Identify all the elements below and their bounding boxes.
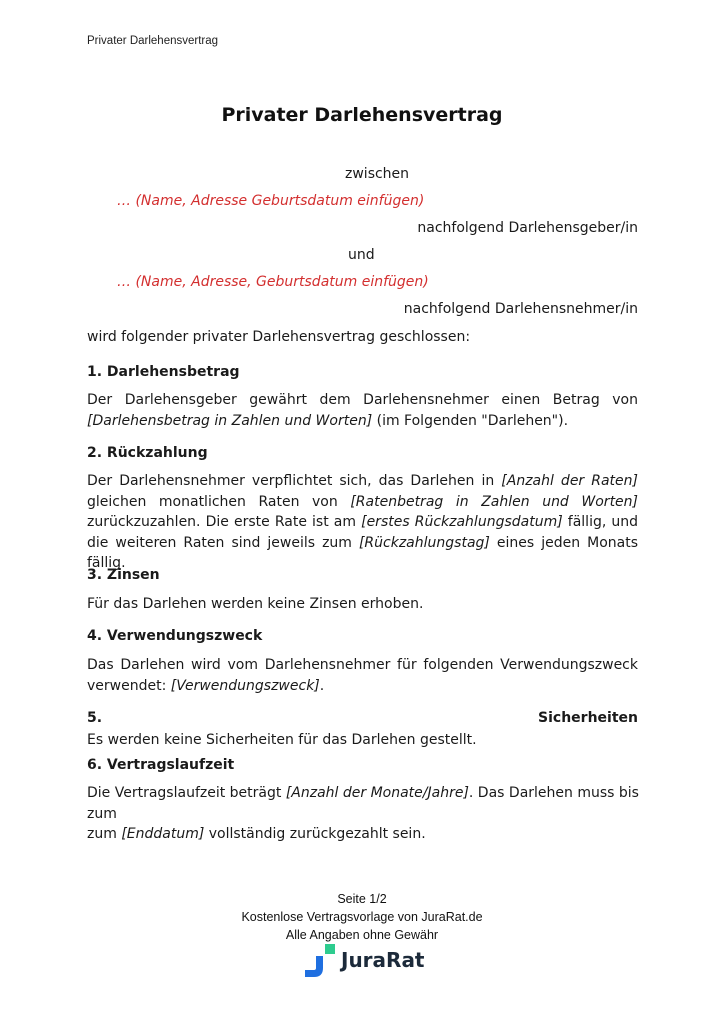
placeholder-installments: [Anzahl der Raten] [501,473,638,489]
placeholder-end-date: [Enddatum] [121,826,205,843]
footer-source: Kostenlose Vertragsvorlage von JuraRat.de [241,910,483,924]
section-4-text: Das Darlehen wird vom Darlehensnehmer für folgenden Verwendungszweck verwendet: [Verwendungszweck]. [87,657,638,694]
placeholder-first-date: [erstes Rückzahlungsdatum] [361,514,563,531]
section-4-heading: 4. Verwendungszweck [87,628,263,644]
jurarat-logo [303,944,433,980]
page-number: Seite 1/2 [337,892,387,906]
placeholder-purpose: [Verwendungszweck] [170,677,320,694]
section-1-text: Der Darlehensgeber gewährt dem Darlehensnehmer einen Betrag von [Darlehensbetrag in Zahlen und Worten] (im Folgenden "Darlehen"). [87,392,638,429]
placeholder-rate-amount: [Ratenbetrag in Zahlen und Worten] [350,493,638,510]
intro-text: wird folgender privater Darlehensvertrag geschlossen: [87,329,471,345]
section-5-number: 5. [87,710,103,726]
section-5-text: Es werden keine Sicherheiten für das Darlehen gestellt. [87,732,477,748]
jurarat-logo-icon [303,944,339,980]
section-6-heading: 6. Vertragslaufzeit [87,757,235,773]
placeholder-amount: [Darlehensbetrag in Zahlen und Worten] [87,412,373,429]
section-2-text: Der Darlehensnehmer verpflichtet sich, das Darlehen in [Anzahl der Raten] gleichen monatlichen Raten von [Ratenbetrag in Zahlen und Worten] zurückzuzahlen. Die erste Rate ist am [erstes Rückzahlungsdatum] fällig, und die weiteren Raten sind jeweils zum [Rückzahlungstag] eines jeden Monats fällig. [87,473,639,572]
running-header: Privater Darlehensvertrag [87,35,219,47]
section-3-text: Für das Darlehen werden keine Zinsen erhoben. [87,596,424,612]
party1-role: nachfolgend Darlehensgeber/in [417,220,638,236]
document-title: Privater Darlehensvertrag [221,104,503,126]
party1-placeholder: … (Name, Adresse Geburtsdatum einfügen) [117,193,425,209]
placeholder-payment-day: [Rückzahlungstag] [358,534,490,551]
section-1-heading: 1. Darlehensbetrag [87,364,240,380]
section-2-heading: 2. Rückzahlung [87,445,208,461]
section-5-heading: Sicherheiten [538,710,638,726]
footer-disclaimer: Alle Angaben ohne Gewähr [285,928,439,942]
between-label: zwischen [345,166,410,182]
section-3-heading: 3. Zinsen [87,567,160,583]
placeholder-duration: [Anzahl der Monate/Jahre] [285,785,469,801]
party2-role: nachfolgend Darlehensnehmer/in [403,301,638,317]
jurarat-logo-text: JuraRat [341,948,425,972]
section-6-text: Die Vertragslaufzeit beträgt [Anzahl der Monate/Jahre]. Das Darlehen muss bis zum zum [Enddatum] vollständig zurückgezahlt sein. [87,785,639,843]
party2-placeholder: … (Name, Adresse, Geburtsdatum einfügen) [117,274,429,290]
and-label: und [348,247,375,263]
